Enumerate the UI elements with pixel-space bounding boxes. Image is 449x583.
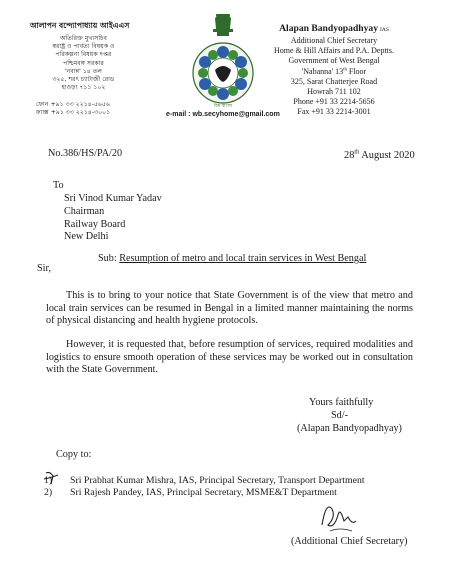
sender-department: Home & Hill Affairs and P.A. Deptts. — [273, 46, 395, 56]
closing-block — [297, 397, 407, 435]
sender-name — [265, 23, 403, 36]
recipient-address — [64, 193, 162, 244]
bengali-line: অতিরিক্ত মুখ্যসচিব — [60, 35, 107, 42]
designation-footer: (Additional Chief Secretary) — [291, 536, 408, 547]
bengali-line: স্বরাষ্ট্র ও পার্বত্য বিষয়ক ও — [52, 43, 115, 51]
sender-city: Howrah 711 102 — [307, 87, 361, 97]
bengali-line: হাওড়া ৭১১ ১০২ — [61, 84, 106, 92]
copy-to-text: Sri Rajesh Pandey, IAS, Principal Secretary, MSME&T Department — [70, 487, 337, 499]
copy-to-label: Copy to: — [56, 449, 92, 460]
paragraph-2: However, it is requested that, before resumption of services, required modalities and logistics to ensure smooth operation of these services may be worked out in consultation with the State Government. — [46, 339, 413, 376]
recipient-line: Chairman — [64, 205, 105, 217]
copy-to-number: 1) — [44, 475, 53, 486]
building-post: Floor — [346, 66, 367, 76]
recipient-line: Railway Board — [64, 218, 126, 230]
sender-fax: Fax +91 33 2214-3001 — [297, 107, 371, 117]
bengali-line: পশ্চিমবঙ্গ সরকার — [63, 59, 104, 67]
reference-number: No.386/HS/PA/20 — [48, 148, 123, 159]
bengali-phone: ফোন +৯১ ৩৩ ২২১৪-৫৬৫৬ — [36, 101, 111, 108]
biswa-bangla-emblem-icon — [188, 10, 258, 110]
date-day: 28 — [344, 150, 355, 161]
subject-text: Resumption of metro and local train services in West Bengal — [119, 253, 367, 264]
letter-date — [344, 150, 415, 163]
recipient-line: New Delhi — [64, 231, 109, 243]
closing-phrase: Yours faithfully — [309, 397, 374, 408]
emblem-caption: বিশ্ব বাংলা — [213, 104, 233, 109]
building-pre: 'Nabanna' 13 — [301, 66, 344, 76]
copy-to-text: Sri Prabhat Kumar Mishra, IAS, Principal Secretary, Transport Department — [70, 475, 365, 486]
english-letterhead — [265, 23, 403, 118]
building-sup: th — [343, 66, 347, 72]
date-rest: August 2020 — [359, 150, 415, 161]
copy-to-number: 2) — [44, 487, 53, 499]
sender-phone: Phone +91 33 2214-5656 — [293, 97, 375, 107]
sender-building — [265, 67, 403, 77]
subject-line — [98, 253, 366, 266]
sender-name-text: Alapan Bandyopadhyay — [279, 23, 379, 34]
bengali-line: পরিকল্পনা বিষয়ক দপ্তর — [55, 51, 112, 59]
date-sup: th — [354, 148, 360, 156]
sender-ias: IAS — [380, 27, 389, 33]
bengali-line: 'নবান্ন' ১৪ তল — [64, 67, 103, 75]
sender-government: Government of West Bengal — [288, 56, 380, 66]
bengali-contact — [36, 101, 110, 117]
handwritten-signature-icon — [316, 495, 360, 537]
bengali-fax: ফ্যাক্স +৯১ ৩৩ ২২১৪-৩০০১ — [36, 109, 111, 117]
recipient-line: Sri Vinod Kumar Yadav — [64, 193, 162, 204]
bengali-line: ৩২৫, শরৎ চ্যাটার্জী রোড — [52, 76, 115, 84]
paragraph-1: This is to bring to your notice that State Government is of the view that metro and local train services can be resumed in Bengal in a limited manner maintaining the norms of physical distancing and health hygiene protocols. — [46, 290, 413, 327]
subject-prefix: Sub: — [98, 253, 120, 264]
sender-designation: Additional Chief Secretary — [290, 36, 378, 45]
to-label: To — [53, 180, 64, 191]
email-address[interactable]: e-mail : wb.secyhome@gmail.com — [166, 111, 280, 118]
bengali-name: আলাপন বন্দ্যোপাধ্যায় আইএএস — [30, 21, 130, 30]
signed-mark: Sd/- — [331, 409, 348, 421]
salutation: Sir, — [37, 263, 52, 274]
bengali-address-block — [36, 35, 131, 92]
signatory-name: (Alapan Bandyopadhyay) — [297, 422, 402, 434]
copy-to-item — [44, 475, 365, 487]
sender-street: 325, Sarat Chatterjee Road — [290, 76, 378, 86]
